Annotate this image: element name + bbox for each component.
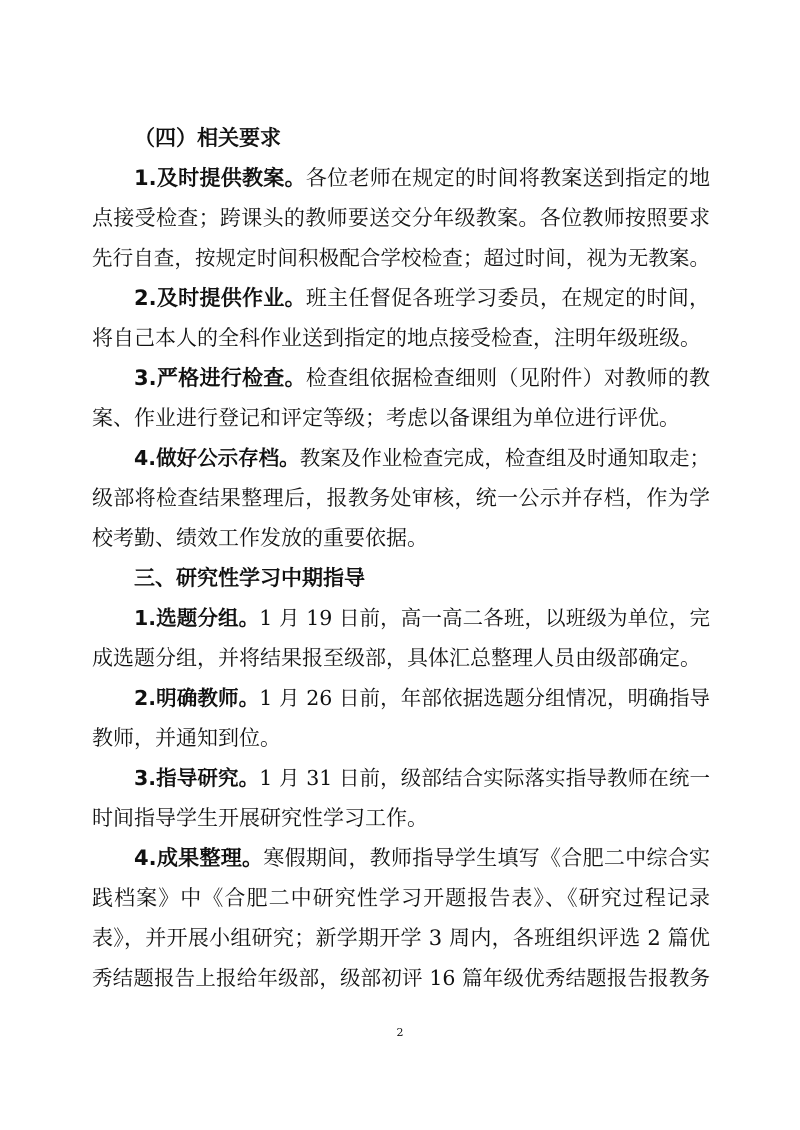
paragraph-line	[134, 602, 710, 634]
item-text: 班主任督促各班学习委员，在规定的时间，	[305, 286, 711, 310]
item-text: 1 月 19 日前，高一高二各班，以班级为单位，完	[259, 606, 710, 630]
item-text: 1 月 31 日前，级部结合实际落实指导教师在统一	[259, 766, 710, 790]
paragraph-line	[92, 402, 710, 434]
item-title: 1.及时提供教案。	[134, 166, 306, 190]
line-text: 案、作业进行登记和评定等级；考虑以备课组为单位进行评优。	[92, 406, 680, 430]
line-text: 秀结题报告上报给年级部，级部初评 16 篇年级优秀结题报告报教务	[92, 966, 710, 990]
paragraph-line	[134, 362, 710, 394]
item-title: 4.成果整理。	[134, 846, 264, 870]
line-text: 成选题分组，并将结果报至级部，具体汇总整理人员由级部确定。	[92, 646, 701, 670]
line-text: 时间指导学生开展研究性学习工作。	[92, 806, 428, 830]
paragraph-line	[92, 322, 710, 354]
line-text: 践档案》中《合肥二中研究性学习开题报告表》、《研究过程记录	[92, 886, 710, 910]
item-text: 教案及作业检查完成，检查组及时通知取走；	[299, 446, 710, 470]
paragraph-line	[92, 242, 710, 274]
paragraph-line	[134, 282, 710, 314]
line-text: 表》，并开展小组研究；新学期开学 3 周内，各班组织评选 2 篇优	[92, 926, 710, 950]
item-title: 3.严格进行检查。	[134, 366, 306, 390]
item-text: 各位老师在规定的时间将教案送到指定的地	[305, 166, 711, 190]
item-title: 1.选题分组。	[134, 606, 260, 630]
paragraph-line	[134, 442, 710, 474]
item-text: 检查组依据检查细则（见附件）对教师的教	[305, 366, 711, 390]
paragraph-line	[134, 762, 710, 794]
heading-text: 三、研究性学习中期指导	[134, 566, 365, 590]
item-title: 2.明确教师。	[134, 686, 260, 710]
paragraph-line	[92, 522, 710, 554]
paragraph-line	[92, 722, 710, 754]
line-text: 点接受检查；跨课头的教师要送交分年级教案。各位教师按照要求	[92, 206, 710, 230]
item-title: 3.指导研究。	[134, 766, 260, 790]
line-text: 将自己本人的全科作业送到指定的地点接受检查，注明年级班级。	[92, 326, 701, 350]
paragraph-line	[134, 842, 710, 874]
item-title: 4.做好公示存档。	[134, 446, 300, 470]
paragraph-line	[92, 802, 710, 834]
paragraph-line	[92, 202, 710, 234]
section-heading-research	[134, 562, 710, 594]
line-text: 校考勤、绩效工作发放的重要依据。	[92, 526, 428, 550]
paragraph-line	[134, 162, 710, 194]
page-number: 2	[396, 1026, 404, 1039]
item-text: 1 月 26 日前，年部依据选题分组情况，明确指导	[259, 686, 710, 710]
item-title: 2.及时提供作业。	[134, 286, 306, 310]
paragraph-line	[92, 922, 710, 954]
paragraph-line	[134, 682, 710, 714]
paragraph-line	[92, 882, 710, 914]
paragraph-line	[92, 642, 710, 674]
paragraph-line	[92, 962, 710, 994]
line-text: 先行自查，按规定时间积极配合学校检查；超过时间，视为无教案。	[92, 246, 710, 270]
paragraph-line	[92, 482, 710, 514]
section-heading-requirements	[134, 122, 710, 154]
line-text: 教师，并通知到位。	[92, 726, 281, 750]
item-text: 寒假期间，教师指导学生填写《合肥二中综合实	[263, 846, 711, 870]
heading-text: （四）相关要求	[134, 126, 281, 150]
line-text: 级部将检查结果整理后，报教务处审核，统一公示并存档，作为学	[92, 486, 710, 510]
